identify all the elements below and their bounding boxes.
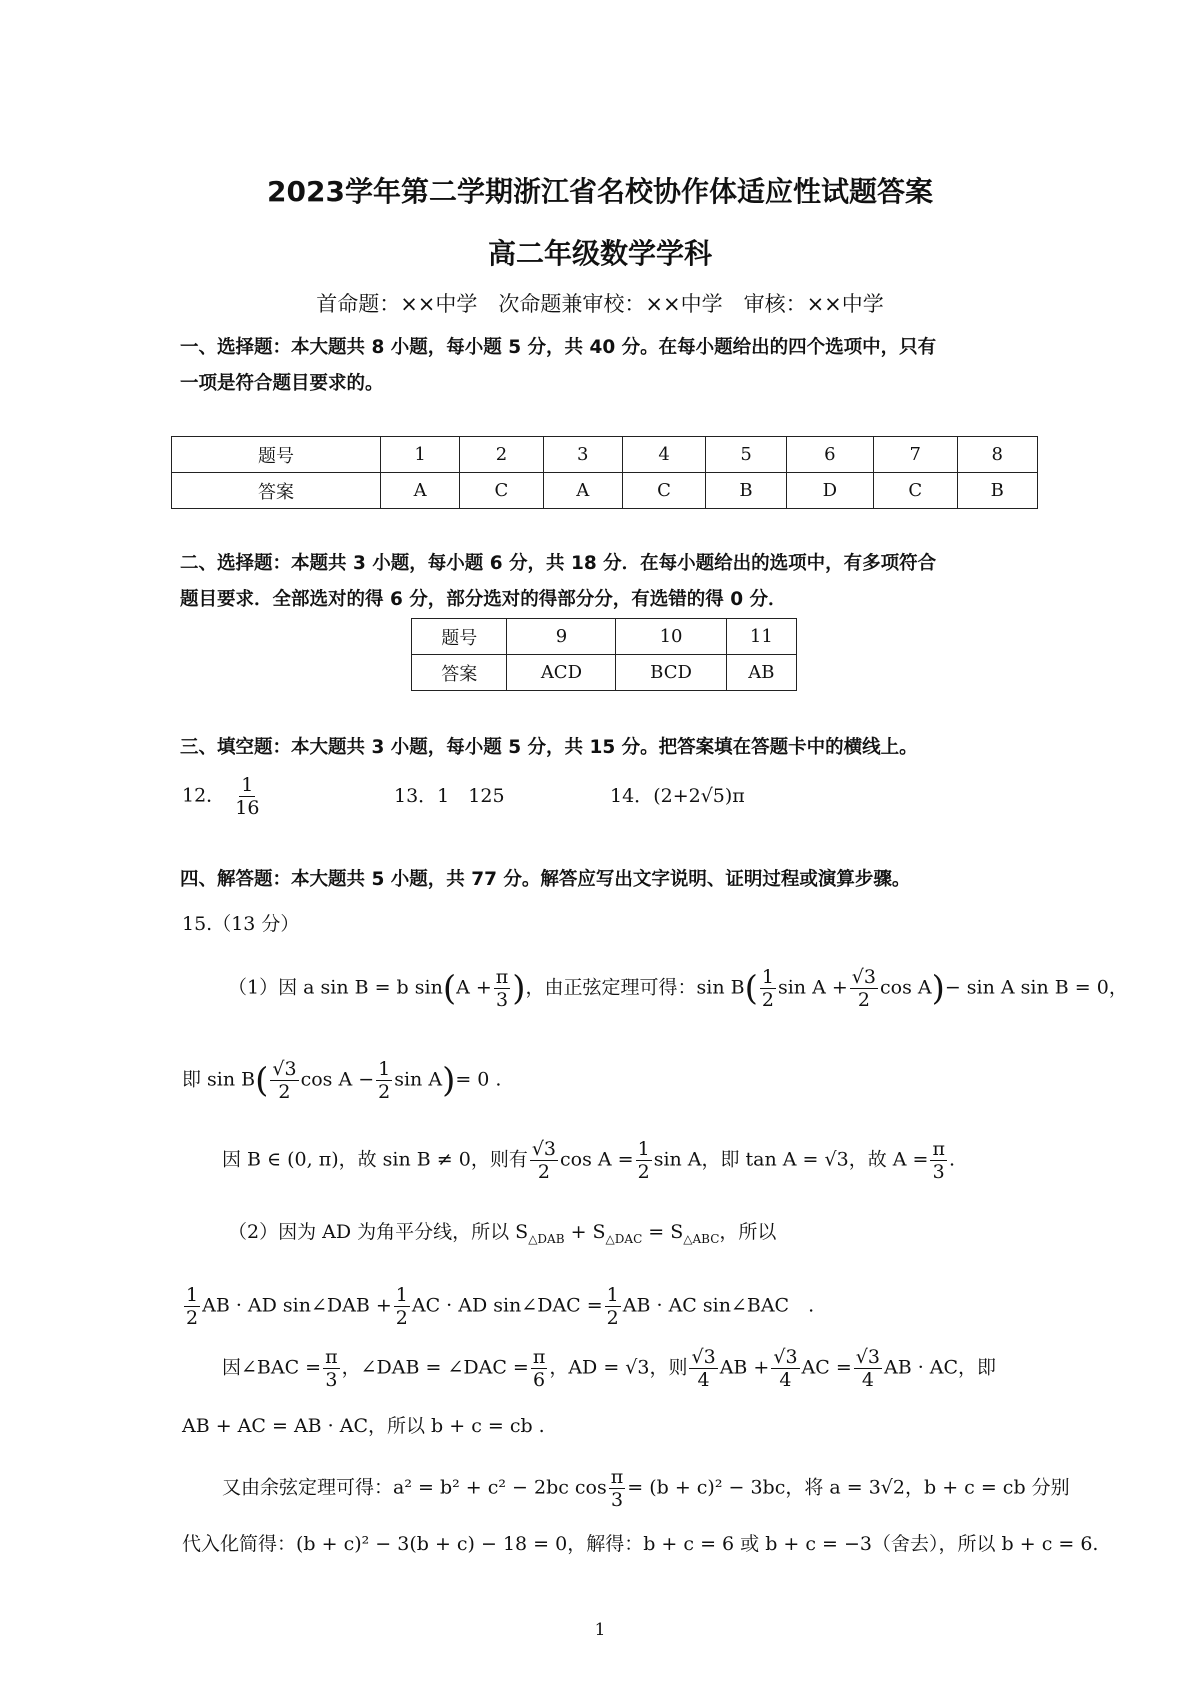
question-number-cell: 8 (957, 437, 1038, 473)
answer-cell: B (706, 473, 786, 509)
answer-cell: D (786, 473, 873, 509)
table-row-numbers (412, 619, 797, 655)
question-number-cell: 10 (616, 619, 726, 655)
answer-cell: C (873, 473, 957, 509)
solution-line-4: （2）因为 AD 为角平分线，所以 $S_{\triangle DAB} + S_{\triangle DAC} = S_{\triangle ABC}$，所以 (228, 1221, 777, 1246)
part1-answer-table (171, 436, 1038, 509)
row-label-answer: 答案 (172, 473, 381, 509)
question-number-cell: 6 (786, 437, 873, 473)
answer-cell: C (622, 473, 706, 509)
row-label-number: 题号 (172, 437, 381, 473)
solution-line-9: 代入化简得：(b + c)² − 3(b + c) − 18 = 0，解得：b + c = 6 或 b + c = −3（舍去），所以 b + c = 6. (182, 1533, 1099, 1555)
doc-title: 2023学年第二学期浙江省名校协作体适应性试题答案 (267, 175, 933, 208)
answer-cell: C (460, 473, 544, 509)
question-number-cell: 2 (460, 437, 544, 473)
answer-cell: BCD (616, 655, 726, 691)
question-number-cell: 4 (622, 437, 706, 473)
solution-line-1: （1）因 a sin B = b sin(A + $\frac{\pi}{3}$ )，由正弦定理可得：sin B( $\frac{1}{2}$ sin A + $\frac{√3}{2}$ cos A)− sin A sin B = 0， (228, 966, 1128, 1011)
question-number-cell: 5 (706, 437, 786, 473)
answer-12: 12． $\frac{1}{16}$ (182, 774, 260, 819)
question-number-cell: 1 (381, 437, 460, 473)
answer-cell: A (381, 473, 460, 509)
doc-credits: 首命题：××中学 次命题兼审校：××中学 审核：××中学 (316, 292, 884, 316)
part1-heading (180, 330, 1030, 402)
part2-heading-line1: 二、选择题：本题共 3 小题，每小题 6 分，共 18 分．在每小题给出的选项中，有多项符合 (180, 553, 937, 574)
part2-heading (180, 546, 1030, 618)
solution-line-3: 因 B ∈ (0, π)，故 sin B ≠ 0，则有 $\frac{√3}{2}$ cos A = $\frac{1}{2}$ sin A，即 tan A = √3，故 A = $\frac{\pi}{3}$ . (222, 1138, 955, 1183)
doc-subtitle: 高二年级数学学科 (487, 237, 712, 270)
answer-cell: B (957, 473, 1038, 509)
solution-line-8: 又由余弦定理可得：a² = b² + c² − 2bc cos $\frac{\pi}{3}$ = (b + c)² − 3bc，将 a = 3√2，b + c = cb 分别 (222, 1466, 1070, 1511)
question-15-label: 15.（13 分） (182, 913, 300, 935)
page-number: 1 (594, 1620, 606, 1640)
row-label-number: 题号 (412, 619, 507, 655)
part1-heading-line2: 一项是符合题目要求的。 (180, 373, 384, 394)
solution-line-2: 即 sin B( $\frac{√3}{2}$ cos A − $\frac{1}{2}$ sin A)= 0 . (182, 1058, 502, 1103)
part2-answer-table (411, 618, 797, 691)
solution-line-5: $\frac{1}{2}$ AB · AD sin∠DAB + $\frac{1}{2}$ AC · AD sin∠DAC = $\frac{1}{2}$ AB · AC sin∠BAC . (186, 1284, 815, 1329)
solution-line-6: 因∠BAC = $\frac{\pi}{3}$ ，∠DAB = ∠DAC = $\frac{\pi}{6}$ ，AD = √3，则 $\frac{√3}{4}$ AB + $\frac{√3}{4}$ AC = $\frac{√3}{4}$ AB · AC，即 (222, 1346, 997, 1391)
question-number-cell: 11 (726, 619, 796, 655)
table-row-answers (412, 655, 797, 691)
answer-13: 13．1 125 (394, 785, 505, 807)
answer-cell: A (543, 473, 622, 509)
solution-line-7: AB + AC = AB · AC，所以 b + c = cb . (182, 1415, 545, 1437)
part1-heading-line1: 一、选择题：本大题共 8 小题，每小题 5 分，共 40 分。在每小题给出的四个选项中，只有 (180, 337, 937, 358)
part3-heading: 三、填空题：本大题共 3 小题，每小题 5 分，共 15 分。把答案填在答题卡中的横线上。 (180, 737, 918, 758)
answer-cell: AB (726, 655, 796, 691)
part2-heading-line2: 题目要求．全部选对的得 6 分，部分选对的得部分分，有选错的得 0 分． (180, 589, 787, 610)
table-row-answers (172, 473, 1038, 509)
part4-heading: 四、解答题：本大题共 5 小题，共 77 分。解答应写出文字说明、证明过程或演算步骤。 (180, 869, 911, 890)
question-number-cell: 7 (873, 437, 957, 473)
question-number-cell: 9 (507, 619, 616, 655)
row-label-answer: 答案 (412, 655, 507, 691)
fraction: $\frac{1}{16}$ (235, 774, 260, 819)
question-number-cell: 3 (543, 437, 622, 473)
answer-14: 14．(2+2√5)π (610, 785, 745, 807)
table-row-numbers (172, 437, 1038, 473)
answer-cell: ACD (507, 655, 616, 691)
